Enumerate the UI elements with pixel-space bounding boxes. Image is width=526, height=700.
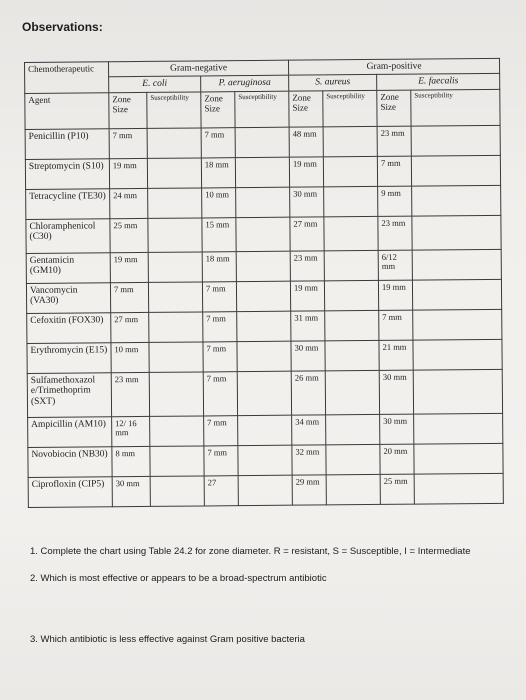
zone-size-cell: 19 mm [378, 280, 412, 310]
susceptibility-cell[interactable] [325, 370, 379, 414]
zone-size-cell: 7 mm [377, 156, 411, 186]
zone-size-cell: 7 mm [379, 310, 413, 340]
agent-cell: Gentamicin (GM10) [26, 253, 110, 284]
zone-size-cell: 23 mm [377, 126, 411, 156]
susceptibility-cell[interactable] [413, 369, 502, 414]
zone-size-cell: 7 mm [203, 342, 237, 372]
susceptibility-cell[interactable] [324, 216, 378, 250]
zone-size-cell: 7 mm [204, 416, 238, 446]
susceptibility-cell[interactable] [236, 217, 290, 251]
susceptibility-cell[interactable] [323, 156, 377, 186]
susceptibility-cell[interactable] [412, 185, 501, 216]
susceptibility-cell[interactable] [148, 188, 202, 218]
header-zone-size: Zone Size [109, 92, 147, 128]
zone-size-cell: 30 mm [290, 187, 324, 217]
agent-cell: Ampicillin (AM10) [28, 417, 112, 448]
zone-size-cell: 19 mm [110, 252, 148, 282]
zone-size-cell: 18 mm [202, 252, 236, 282]
zone-size-cell: 7 mm [109, 128, 147, 158]
question-3: 3. Which antibiotic is less effective against Gram positive bacteria [30, 634, 305, 645]
susceptibility-cell[interactable] [150, 446, 204, 476]
zone-size-cell: 31 mm [291, 311, 325, 341]
zone-size-cell: 27 [204, 476, 238, 506]
susceptibility-cell[interactable] [411, 155, 500, 186]
zone-size-cell: 12/ 16 mm [112, 416, 150, 446]
table-row [25, 125, 500, 159]
zone-size-cell: 7 mm [110, 282, 148, 312]
zone-size-cell: 32 mm [292, 445, 326, 475]
agent-cell: Tetracycline (TE30) [26, 189, 110, 220]
zone-size-cell: 34 mm [292, 415, 326, 445]
zone-size-cell: 26 mm [291, 371, 325, 415]
susceptibility-cell[interactable] [148, 252, 202, 282]
header-gram-positive: Gram-positive [289, 58, 500, 75]
header-gram-negative: Gram-negative [109, 60, 289, 77]
table-row [26, 185, 501, 219]
zone-size-cell: 8 mm [112, 446, 150, 476]
susceptibility-cell[interactable] [147, 158, 201, 188]
susceptibility-cell[interactable] [238, 445, 292, 475]
header-zone-size: Zone Size [201, 92, 235, 128]
table-row [28, 413, 503, 447]
zone-size-cell: 25 mm [380, 474, 414, 504]
zone-size-cell: 19 mm [109, 158, 147, 188]
susceptibility-cell[interactable] [326, 474, 380, 504]
question-2: 2. Which is most effective or appears to be a broad-spectrum antibiotic [30, 573, 327, 584]
susceptibility-cell[interactable] [324, 186, 378, 216]
susceptibility-cell[interactable] [326, 444, 380, 474]
zone-size-cell: 21 mm [379, 340, 413, 370]
header-e-coli: E. coli [109, 76, 201, 92]
table-row [26, 249, 501, 283]
zone-size-cell: 9 mm [378, 186, 412, 216]
susceptibility-cell[interactable] [235, 127, 289, 157]
susceptibility-cell[interactable] [236, 281, 290, 311]
page-title: Observations: [22, 20, 103, 34]
susceptibility-cell[interactable] [323, 126, 377, 156]
header-agent: Agent [25, 93, 109, 130]
susceptibility-cell[interactable] [235, 157, 289, 187]
agent-cell: Sulfamethoxazol e/Trimethoprim (SXT) [27, 373, 111, 418]
table-row [27, 339, 502, 373]
zone-size-cell: 19 mm [289, 157, 323, 187]
zone-size-cell: 7 mm [202, 282, 236, 312]
header-chemotherapeutic: Chemotherapeutic [25, 62, 109, 94]
header-susceptibility: Susceptibility [147, 92, 201, 128]
observations-table [24, 58, 504, 508]
zone-size-cell: 7 mm [204, 446, 238, 476]
zone-size-cell: 7 mm [203, 372, 237, 416]
zone-size-cell: 15 mm [202, 218, 236, 252]
susceptibility-cell[interactable] [324, 280, 378, 310]
zone-size-cell: 29 mm [292, 475, 326, 505]
zone-size-cell: 27 mm [111, 312, 149, 342]
agent-cell: Cefoxitin (FOX30) [27, 313, 111, 344]
zone-size-cell: 27 mm [290, 217, 324, 251]
zone-size-cell: 7 mm [201, 128, 235, 158]
zone-size-cell: 23 mm [290, 251, 324, 281]
zone-size-cell: 24 mm [110, 188, 148, 218]
agent-cell: Novobiocin (NB30) [28, 447, 112, 478]
zone-size-cell: 20 mm [380, 444, 414, 474]
agent-cell: Chloramphenicol (C30) [26, 219, 110, 254]
susceptibility-cell[interactable] [414, 413, 503, 444]
table-row [27, 309, 502, 343]
susceptibility-cell[interactable] [324, 250, 378, 280]
question-1: 1. Complete the chart using Table 24.2 for zone diameter. R = resistant, S = Susceptible, I = Intermediate [30, 546, 471, 557]
header-p-aeruginosa: P. aeruginosa [201, 76, 289, 92]
susceptibility-cell[interactable] [236, 251, 290, 281]
table-body [25, 58, 504, 507]
header-zone-size: Zone Size [289, 91, 323, 127]
zone-size-cell: 23 mm [378, 216, 412, 250]
susceptibility-cell[interactable] [237, 341, 291, 371]
susceptibility-cell[interactable] [412, 249, 501, 280]
agent-cell: Penicillin (P10) [25, 129, 109, 160]
zone-size-cell: 48 mm [289, 127, 323, 157]
table-row [28, 473, 503, 507]
zone-size-cell: 10 mm [111, 342, 149, 372]
table-row [26, 215, 501, 253]
table-row [26, 279, 501, 313]
susceptibility-cell[interactable] [412, 279, 501, 310]
susceptibility-cell[interactable] [237, 371, 291, 415]
agent-cell: Erythromycin (E15) [27, 343, 111, 374]
susceptibility-cell[interactable] [325, 310, 379, 340]
header-susceptibility: Susceptibility [411, 89, 500, 126]
zone-size-cell: 23 mm [111, 372, 149, 416]
susceptibility-cell[interactable] [147, 128, 201, 158]
susceptibility-cell[interactable] [148, 218, 202, 252]
susceptibility-cell[interactable] [238, 475, 292, 505]
susceptibility-cell[interactable] [414, 443, 503, 474]
susceptibility-cell[interactable] [149, 342, 203, 372]
header-e-faecalis: E. faecalis [377, 74, 500, 91]
table-row [28, 443, 503, 477]
agent-cell: Vancomycin (VA30) [26, 283, 110, 314]
susceptibility-cell[interactable] [148, 282, 202, 312]
header-susceptibility: Susceptibility [235, 91, 289, 127]
zone-size-cell: 30 mm [379, 370, 413, 414]
zone-size-cell: 6/12 mm [378, 250, 412, 280]
zone-size-cell: 19 mm [290, 281, 324, 311]
header-row-columns [25, 89, 500, 129]
susceptibility-cell[interactable] [150, 476, 204, 506]
susceptibility-cell[interactable] [326, 414, 380, 444]
agent-cell: Streptomycin (S10) [25, 159, 109, 190]
susceptibility-cell[interactable] [413, 309, 502, 340]
zone-size-cell: 10 mm [202, 188, 236, 218]
susceptibility-cell[interactable] [413, 339, 502, 370]
zone-size-cell: 25 mm [110, 218, 148, 252]
susceptibility-cell[interactable] [149, 372, 203, 416]
susceptibility-cell[interactable] [412, 215, 501, 250]
header-susceptibility: Susceptibility [323, 90, 377, 126]
susceptibility-cell[interactable] [149, 312, 203, 342]
zone-size-cell: 7 mm [203, 312, 237, 342]
susceptibility-cell[interactable] [150, 416, 204, 446]
header-zone-size: Zone Size [377, 90, 411, 126]
header-s-aureus: S. aureus [289, 75, 377, 91]
susceptibility-cell[interactable] [414, 473, 503, 504]
zone-size-cell: 18 mm [201, 158, 235, 188]
table-row [25, 155, 500, 189]
zone-size-cell: 30 mm [291, 341, 325, 371]
susceptibility-cell[interactable] [236, 187, 290, 217]
zone-size-cell: 30 mm [380, 414, 414, 444]
table-row [27, 369, 502, 417]
zone-size-cell: 30 mm [112, 476, 150, 506]
susceptibility-cell[interactable] [238, 415, 292, 445]
susceptibility-cell[interactable] [237, 311, 291, 341]
susceptibility-cell[interactable] [411, 125, 500, 156]
agent-cell: Ciprofloxin (CIP5) [28, 477, 112, 508]
susceptibility-cell[interactable] [325, 340, 379, 370]
